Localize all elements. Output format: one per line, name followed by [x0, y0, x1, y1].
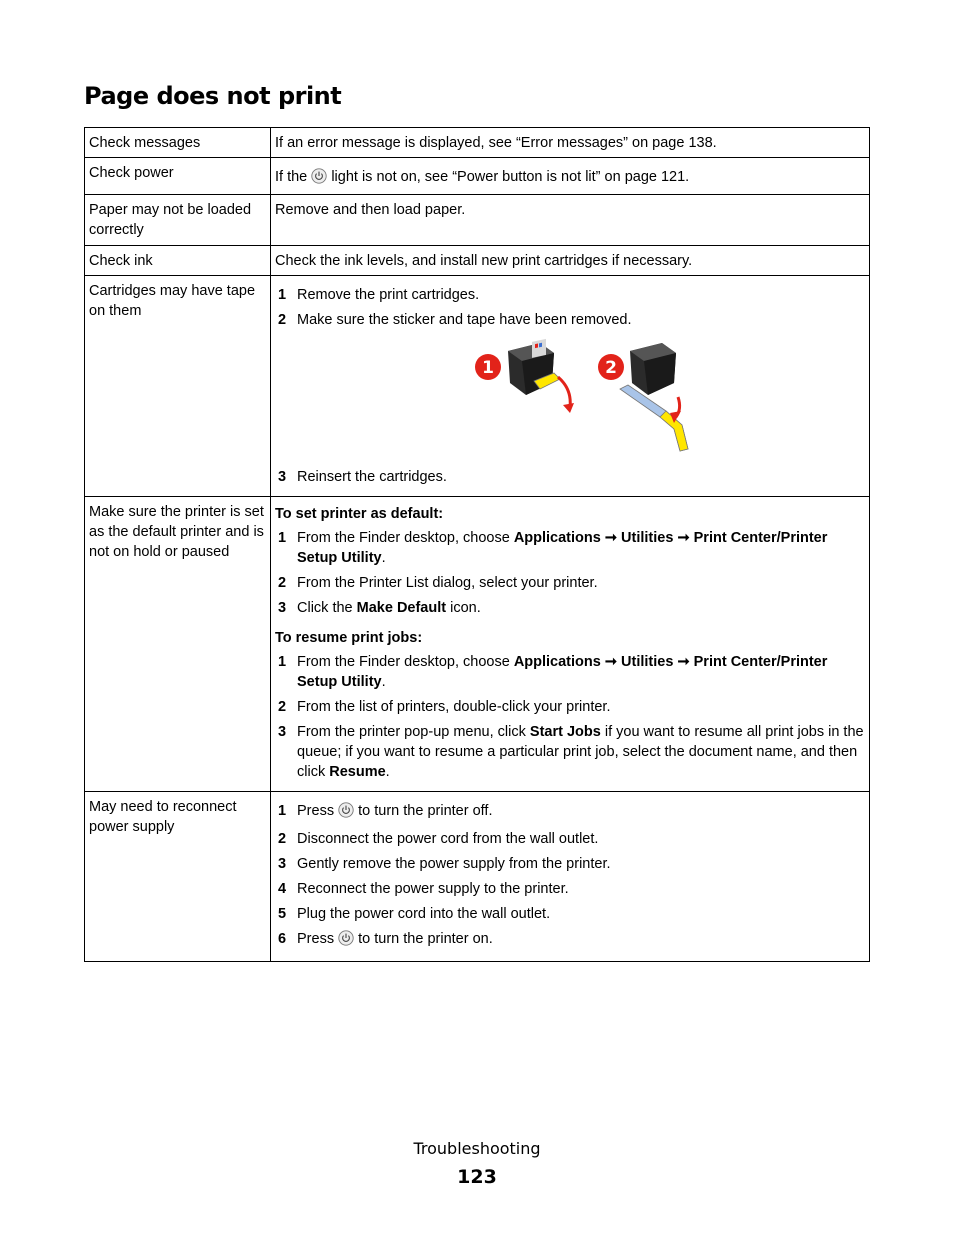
step: [275, 854, 865, 874]
row-label: Cartridges may have tape on them: [85, 276, 271, 497]
ink-cartridge-icon: [508, 339, 554, 395]
step-number: 4: [278, 881, 287, 897]
step-text: Click the Make Default icon.: [297, 600, 481, 616]
power-button-icon: [338, 802, 354, 824]
step-text: Disconnect the power cord from the wall outlet.: [297, 831, 599, 847]
arrow-right-icon: ➞: [604, 654, 618, 670]
menu-path-print-center: Print Center/Printer Setup Utility: [297, 530, 828, 566]
step-text: From the printer pop-up menu, click Start Jobs if you want to resume all print jobs in the queue; if you want to resume a particular print job, select the document name, and then click Resume.: [297, 724, 864, 780]
cartridge-tape-illustration: [275, 335, 865, 463]
step-text: Reconnect the power supply to the printer.: [297, 881, 569, 897]
step: [275, 598, 865, 618]
step-number: 3: [278, 724, 287, 740]
step-text: Gently remove the power supply from the printer.: [297, 856, 611, 872]
section-heading: To set printer as default:: [275, 506, 444, 522]
step: [275, 722, 865, 782]
step-number: 3: [278, 469, 287, 485]
step-number: 3: [278, 600, 287, 616]
step-number: 1: [278, 803, 287, 819]
menu-path-utilities: Utilities: [621, 654, 674, 670]
row-solution: [271, 792, 870, 962]
step-number: 2: [278, 831, 287, 847]
make-default-label: Make Default: [356, 600, 447, 616]
step: [275, 310, 865, 330]
row-label: Check ink: [85, 246, 271, 276]
arrow-right-icon: ➞: [604, 530, 618, 546]
resume-label: Resume: [329, 764, 386, 780]
solution-text: If the: [275, 169, 308, 185]
menu-path-applications: Applications: [513, 530, 601, 546]
step: [275, 801, 865, 824]
step: [275, 697, 865, 717]
row-solution: [271, 497, 870, 792]
table-row: [85, 276, 870, 497]
step-text: Plug the power cord into the wall outlet.: [297, 906, 551, 922]
step-number: 2: [278, 312, 287, 328]
ink-cartridge-icon: [630, 337, 676, 395]
row-solution: Remove and then load paper.: [271, 195, 870, 246]
table-row: [85, 497, 870, 792]
row-label: Paper may not be loaded correctly: [85, 195, 271, 246]
step: [275, 285, 865, 305]
row-solution: If an error message is displayed, see “Error messages” on page 138.: [271, 128, 870, 158]
callout-label: 1: [482, 358, 494, 378]
step-text: From the Printer List dialog, select your printer.: [297, 575, 598, 591]
page-number: 123: [457, 1166, 497, 1188]
step-text: Remove the print cartridges.: [297, 287, 480, 303]
menu-path-print-center: Print Center/Printer Setup Utility: [297, 654, 828, 690]
section-heading: To resume print jobs:: [275, 630, 423, 646]
row-solution: [271, 158, 870, 195]
step: [275, 467, 865, 487]
step-number: 3: [278, 856, 287, 872]
step: [275, 879, 865, 899]
row-solution: Check the ink levels, and install new print cartridges if necessary.: [271, 246, 870, 276]
row-label: Check power: [85, 158, 271, 195]
footer-section-label: Troubleshooting: [413, 1139, 541, 1158]
table-row: [85, 246, 870, 276]
table-row: [85, 158, 870, 195]
step: [275, 652, 865, 692]
troubleshooting-table: [84, 127, 870, 962]
step-number: 2: [278, 575, 287, 591]
step-text: Press to turn the printer off.: [297, 801, 865, 824]
table-row: [85, 792, 870, 962]
step-number: 1: [278, 654, 287, 670]
step-text: From the Finder desktop, choose Applications ➞ Utilities ➞ Print Center/Printer Setup Utility.: [297, 530, 828, 566]
step-number: 6: [278, 931, 287, 947]
arrow-right-icon: ➞: [677, 530, 690, 546]
step: [275, 829, 865, 849]
table-row: [85, 128, 870, 158]
row-label: Make sure the printer is set as the default printer and is not on hold or paused: [85, 497, 271, 792]
page-title: Page does not print: [84, 82, 342, 110]
step-text: Reinsert the cartridges.: [297, 469, 447, 485]
start-jobs-label: Start Jobs: [529, 724, 601, 740]
step-text: From the list of printers, double-click your printer.: [297, 699, 611, 715]
step-text: Make sure the sticker and tape have been removed.: [297, 312, 632, 328]
power-button-icon: [311, 168, 327, 190]
solution-text: light is not on, see “Power button is not lit” on page 121.: [331, 169, 690, 185]
step: [275, 528, 865, 568]
arrow-right-icon: ➞: [677, 654, 690, 670]
callout-2: [598, 354, 624, 380]
step: [275, 929, 865, 952]
step-text: Press to turn the printer on.: [297, 929, 865, 952]
power-button-icon: [338, 930, 354, 952]
step-number: 1: [278, 287, 287, 303]
step: [275, 904, 865, 924]
callout-label: 2: [605, 358, 617, 378]
callout-1: [475, 354, 501, 380]
step-number: 1: [278, 530, 287, 546]
menu-path-applications: Applications: [513, 654, 601, 670]
row-label: May need to reconnect power supply: [85, 792, 271, 962]
step-number: 5: [278, 906, 287, 922]
row-solution: [271, 276, 870, 497]
step-text: From the Finder desktop, choose Applications ➞ Utilities ➞ Print Center/Printer Setup Utility.: [297, 654, 828, 690]
row-label: Check messages: [85, 128, 271, 158]
step-number: 2: [278, 699, 287, 715]
menu-path-utilities: Utilities: [621, 530, 674, 546]
step: [275, 573, 865, 593]
table-row: [85, 195, 870, 246]
